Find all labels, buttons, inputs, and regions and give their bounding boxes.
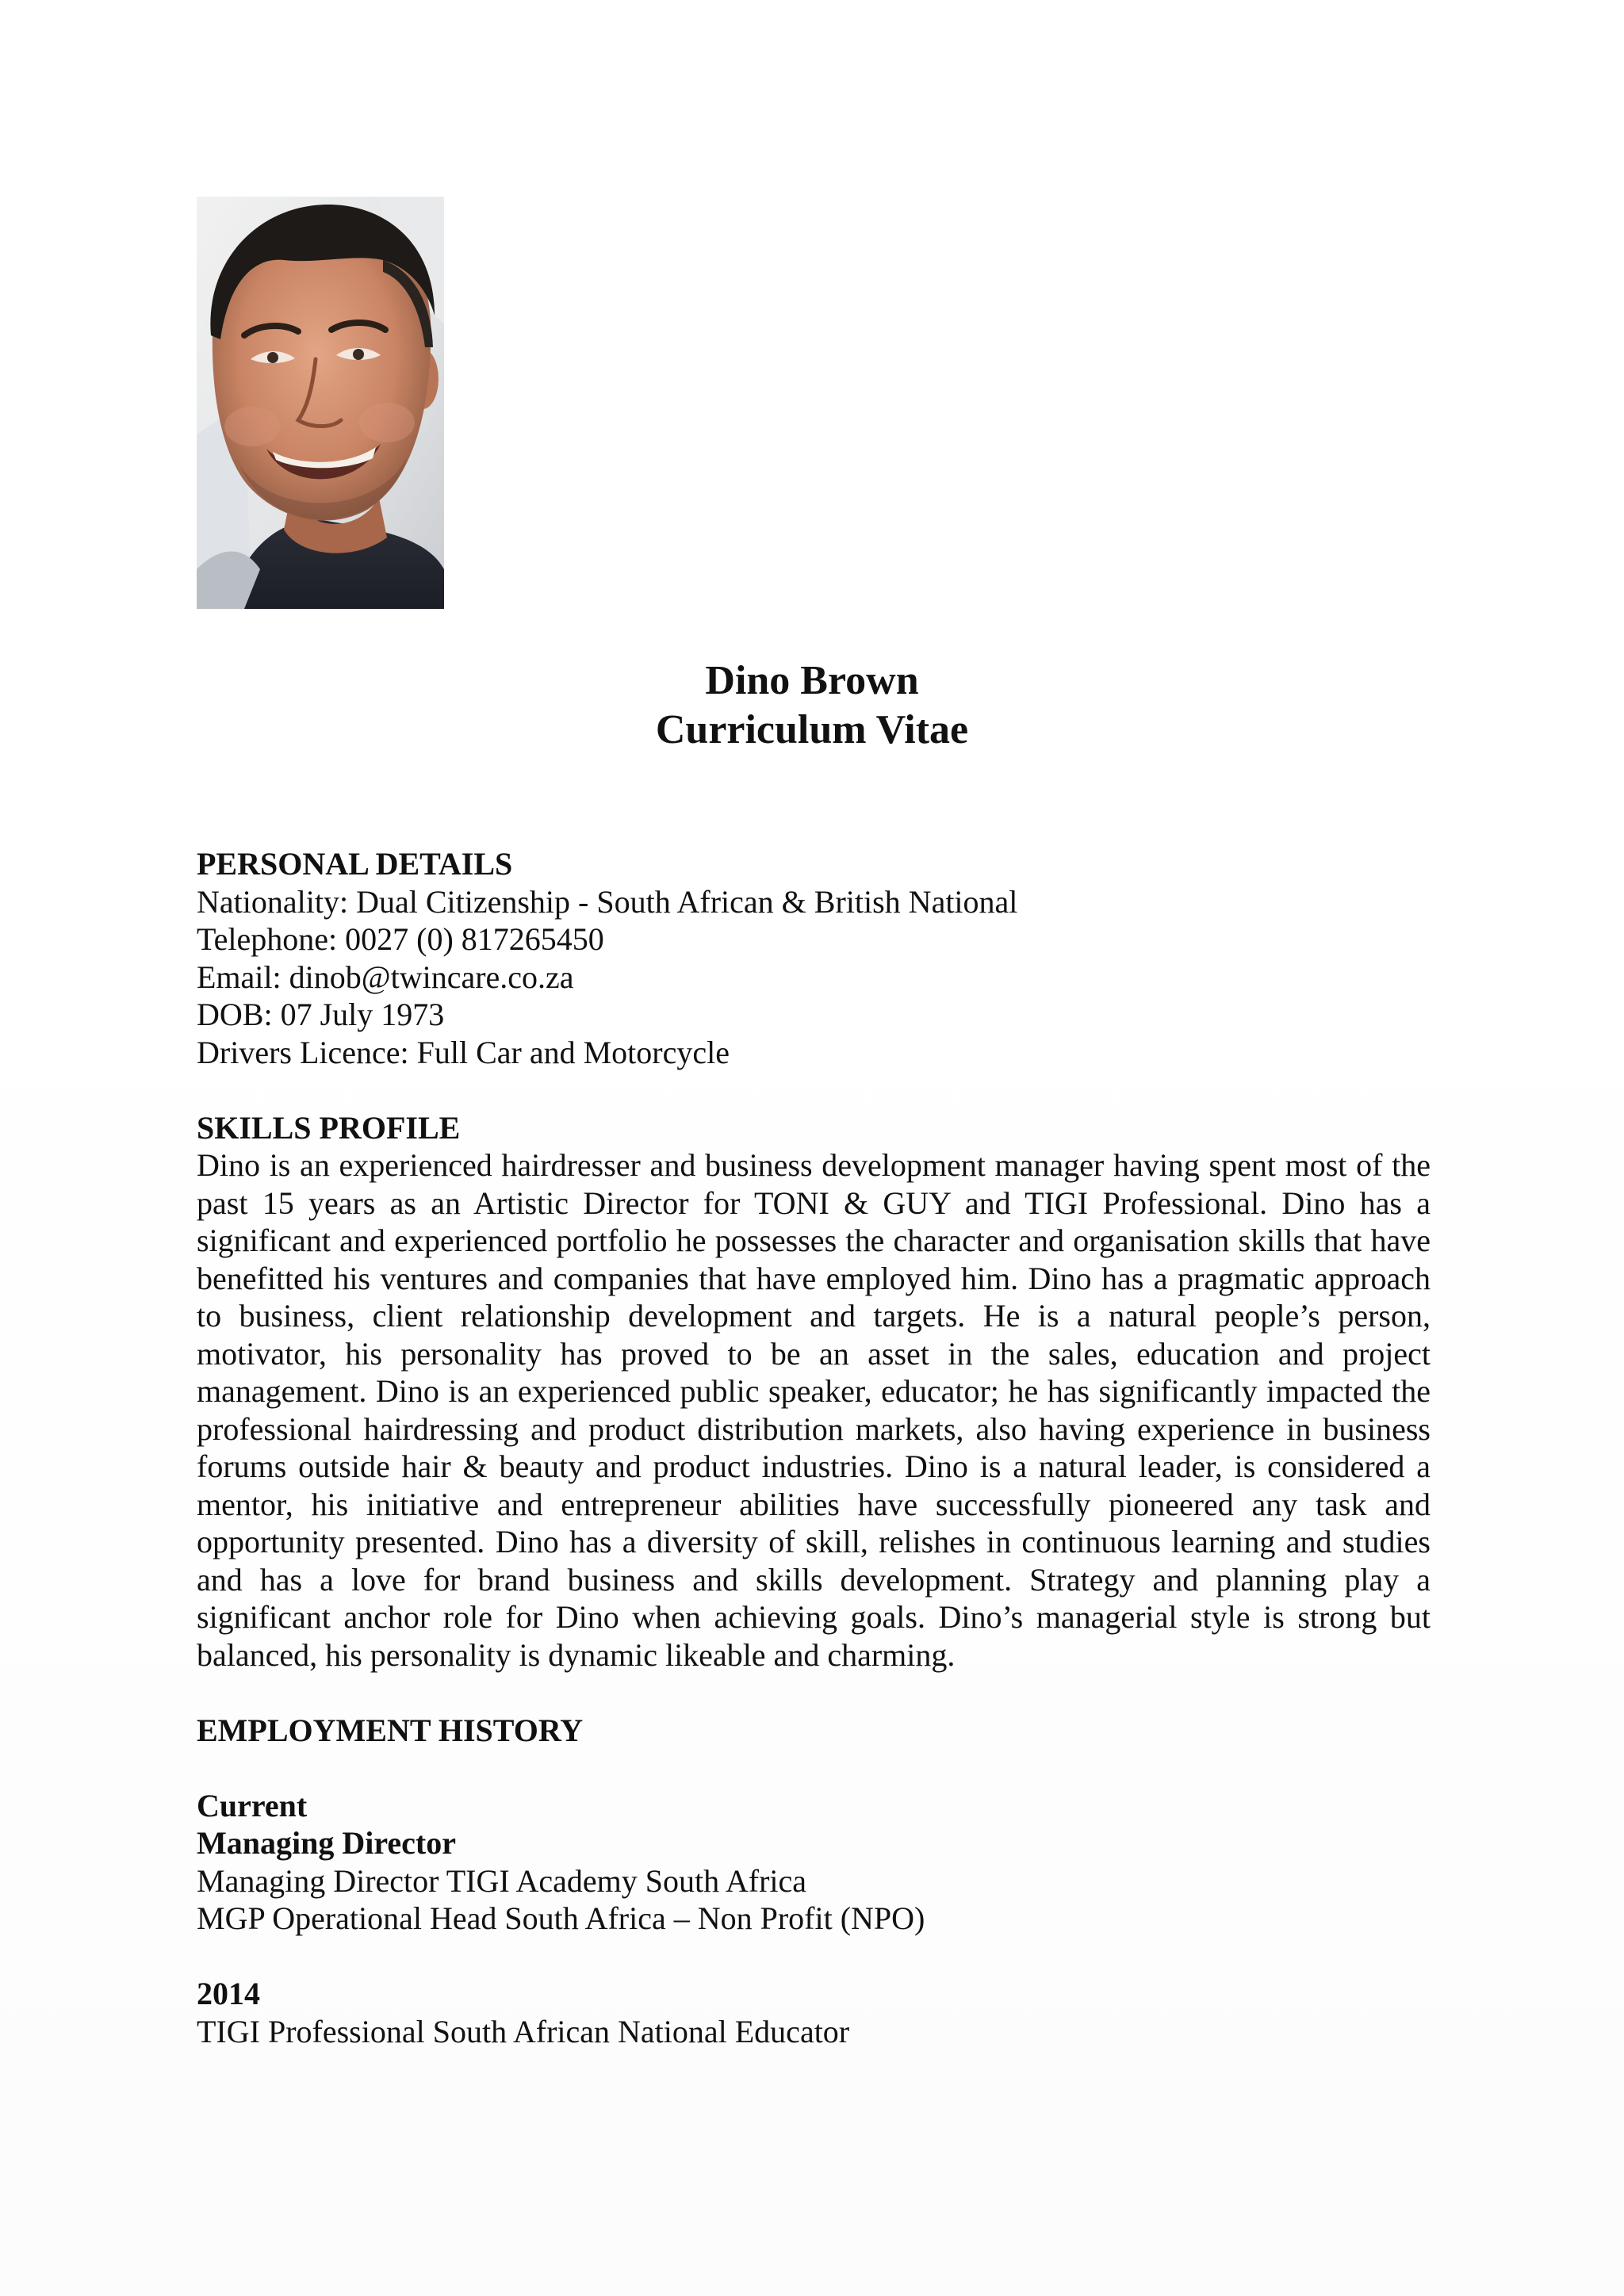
employment-period: Current <box>197 1787 308 1823</box>
section-heading-employment-history: EMPLOYMENT HISTORY <box>197 1712 584 1748</box>
skills-profile-paragraph: Dino is an experienced hairdresser and business development manager having spent most of the past 15 years as an Artistic Director for TONI & GUY and TIGI Professional. Dino has a significant and experienced portfolio he possesses the character and organisation skills that have benefitted his ventures and companies that have employed him. Dino has a pragmatic approach to business, client relationship development and targets. He is a natural people’s person, motivator, his personality has proved to be an asset in the sales, education and project management. Dino is an experienced public speaker, educator; he has significantly impacted the professional hairdressing and product distribution markets, also having experience in business forums outside hair & beauty and product industries. Dino is a natural leader, is considered a mentor, his initiative and entrepreneur abilities have successfully pioneered any task and opportunity presented. Dino has a diversity of skill, relishes in continuous learning and studies and has a love for brand business and skills development. Strategy and planning play a significant anchor role for Dino when achieving goals. Dino’s managerial style is strong but balanced, his personality is dynamic likeable and charming. <box>197 1147 1431 1673</box>
dob-line: DOB: 07 July 1973 <box>197 997 445 1032</box>
personal-details-section <box>197 845 1431 1071</box>
telephone-line: Telephone: 0027 (0) 817265450 <box>197 921 604 957</box>
cv-content <box>197 845 1431 2050</box>
email-line: Email: dinob@twincare.co.za <box>197 959 574 995</box>
profile-photo <box>197 197 444 609</box>
employment-entry-current <box>197 1787 1431 1938</box>
spacer <box>197 1749 1431 1787</box>
employment-detail: Managing Director TIGI Academy South Africa <box>197 1862 807 1899</box>
spacer <box>197 1071 1431 1109</box>
section-heading-personal-details: PERSONAL DETAILS <box>197 846 513 882</box>
employment-role: Managing Director <box>197 1825 456 1861</box>
spacer <box>197 1674 1431 1712</box>
nationality-line: Nationality: Dual Citizenship - South African & British National <box>197 883 1018 920</box>
person-name: Dino Brown <box>705 658 919 703</box>
skills-profile-section <box>197 1109 1431 1674</box>
employment-period: 2014 <box>197 1976 260 2011</box>
section-heading-skills-profile: SKILLS PROFILE <box>197 1109 461 1146</box>
title-block <box>0 656 1624 755</box>
employment-entry-2014 <box>197 1975 1431 2050</box>
employment-detail: TIGI Professional South African National Educator <box>197 2013 850 2049</box>
document-title: Curriculum Vitae <box>655 707 969 752</box>
employment-detail: MGP Operational Head South Africa – Non Profit (NPO) <box>197 1900 925 1936</box>
drivers-licence-line: Drivers Licence: Full Car and Motorcycle <box>197 1034 730 1070</box>
spacer <box>197 1938 1431 1976</box>
employment-history-section <box>197 1712 1431 2051</box>
